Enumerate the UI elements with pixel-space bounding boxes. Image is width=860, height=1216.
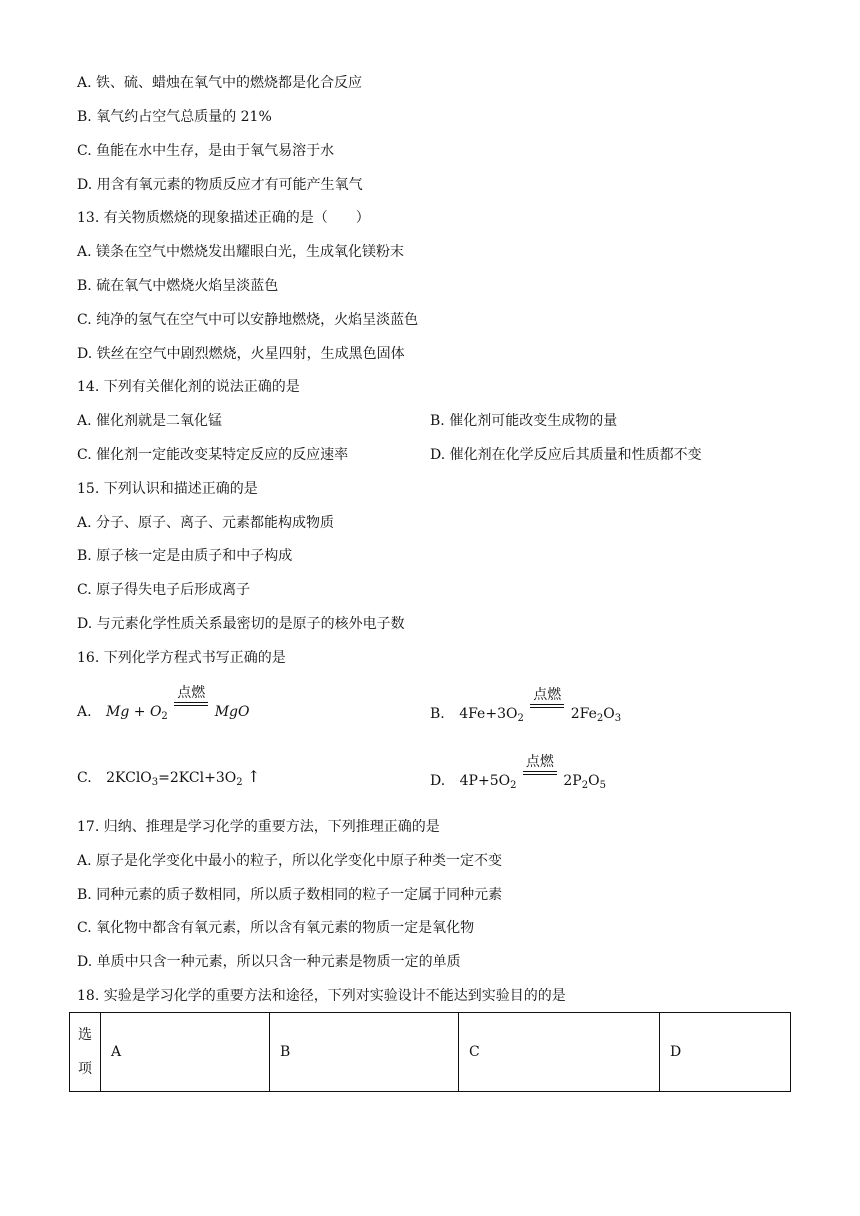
q15-option-d: D. 与元素化学性质关系最密切的是原子的核外电子数 [77, 616, 405, 632]
q12-option-a: A. 铁、硫、蜡烛在氧气中的燃烧都是化合反应 [77, 75, 363, 91]
q15-stem: 15. 下列认识和描述正确的是 [77, 481, 258, 497]
q14-stem: 14. 下列有关催化剂的说法正确的是 [77, 379, 300, 395]
equation-text: 2KClO [106, 770, 152, 786]
q13-option-a: A. 镁条在空气中燃烧发出耀眼白光，生成氧化镁粉末 [77, 244, 405, 260]
subscript: 2 [236, 777, 243, 788]
q17-option-d: D. 单质中只含一种元素，所以只含一种元素是物质一定的单质 [77, 954, 461, 970]
q15-option-c: C. 原子得失电子后形成离子 [77, 582, 251, 598]
q17-option-b: B. 同种元素的质子数相同，所以质子数相同的粒子一定属于同种元素 [77, 887, 503, 903]
option-label: D. [430, 773, 446, 789]
equation-rhs-part: O [588, 773, 600, 789]
gas-arrow-icon: ↑ [247, 767, 261, 786]
q13-option-c: C. 纯净的氢气在空气中可以安静地燃烧，火焰呈淡蓝色 [77, 312, 419, 328]
q17-option-c: C. 氧化物中都含有氧元素，所以含有氧元素的物质一定是氧化物 [77, 920, 475, 936]
subscript: 2 [596, 713, 604, 724]
equation-text: =2KCl+3O [158, 770, 237, 786]
q16-option-c [77, 767, 260, 788]
subscript: 2 [517, 713, 524, 724]
reaction-condition: 点燃 [523, 767, 557, 785]
q16-option-b [430, 687, 622, 724]
subscript: 2 [581, 780, 589, 791]
subscript: 2 [161, 711, 168, 722]
equation-rhs: 2P [563, 773, 582, 789]
q15-option-a: A. 分子、原子、离子、元素都能构成物质 [77, 515, 335, 531]
q12-option-c: C. 鱼能在水中生存，是由于氧气易溶于水 [77, 143, 335, 159]
reaction-condition: 点燃 [174, 698, 208, 716]
reaction-condition: 点燃 [530, 700, 564, 718]
table-header-cell: 选项 [70, 1013, 101, 1092]
q13-option-d: D. 铁丝在空气中剧烈燃烧，火星四射，生成黑色固体 [77, 346, 405, 362]
q16-stem: 16. 下列化学方程式书写正确的是 [77, 650, 286, 666]
q14-option-b: B. 催化剂可能改变生成物的量 [430, 413, 618, 429]
subscript: 5 [599, 780, 606, 791]
q16-option-a [77, 685, 250, 722]
q18-options-table [69, 1012, 791, 1092]
table-cell-c: C [459, 1013, 660, 1092]
q14-option-a: A. 催化剂就是二氧化锰 [77, 413, 223, 429]
option-label: A. [77, 704, 92, 720]
q13-option-b: B. 硫在氧气中燃烧火焰呈淡蓝色 [77, 278, 279, 294]
q14-option-c: C. 催化剂一定能改变某特定反应的反应速率 [77, 447, 349, 463]
q14-option-d: D. 催化剂在化学反应后其质量和性质都不变 [430, 447, 702, 463]
subscript: 3 [614, 713, 622, 724]
q15-option-b: B. 原子核一定是由质子和中子构成 [77, 548, 293, 564]
option-label: B. [430, 706, 445, 722]
equation-rhs: 2Fe [570, 706, 597, 722]
q18-stem: 18. 实验是学习化学的重要方法和途径，下列对实验设计不能达到实验目的的是 [77, 988, 566, 1004]
q12-option-d: D. 用含有氧元素的物质反应才有可能产生氧气 [77, 177, 363, 193]
equation-rhs: MgO [214, 704, 250, 720]
table-row [70, 1013, 791, 1092]
equation-lhs: 4Fe+3O [459, 706, 518, 722]
equation-rhs-part: O [603, 706, 615, 722]
equation-lhs: 4P+5O [459, 773, 511, 789]
table-cell-d: D [660, 1013, 791, 1092]
q17-option-a: A. 原子是化学变化中最小的粒子，所以化学变化中原子种类一定不变 [77, 853, 503, 869]
subscript: 3 [151, 777, 159, 788]
q16-option-d [430, 754, 606, 791]
table-cell-a: A [101, 1013, 270, 1092]
q17-stem: 17. 归纳、推理是学习化学的重要方法，下列推理正确的是 [77, 819, 440, 835]
q13-stem: 13. 有关物质燃烧的现象描述正确的是（ ） [77, 210, 370, 226]
table-cell-b: B [270, 1013, 459, 1092]
option-label: C. [77, 770, 92, 786]
subscript: 2 [510, 780, 517, 791]
q12-option-b: B. 氧气约占空气总质量的 21% [77, 109, 272, 125]
equation-lhs: Mg + O [106, 704, 162, 720]
